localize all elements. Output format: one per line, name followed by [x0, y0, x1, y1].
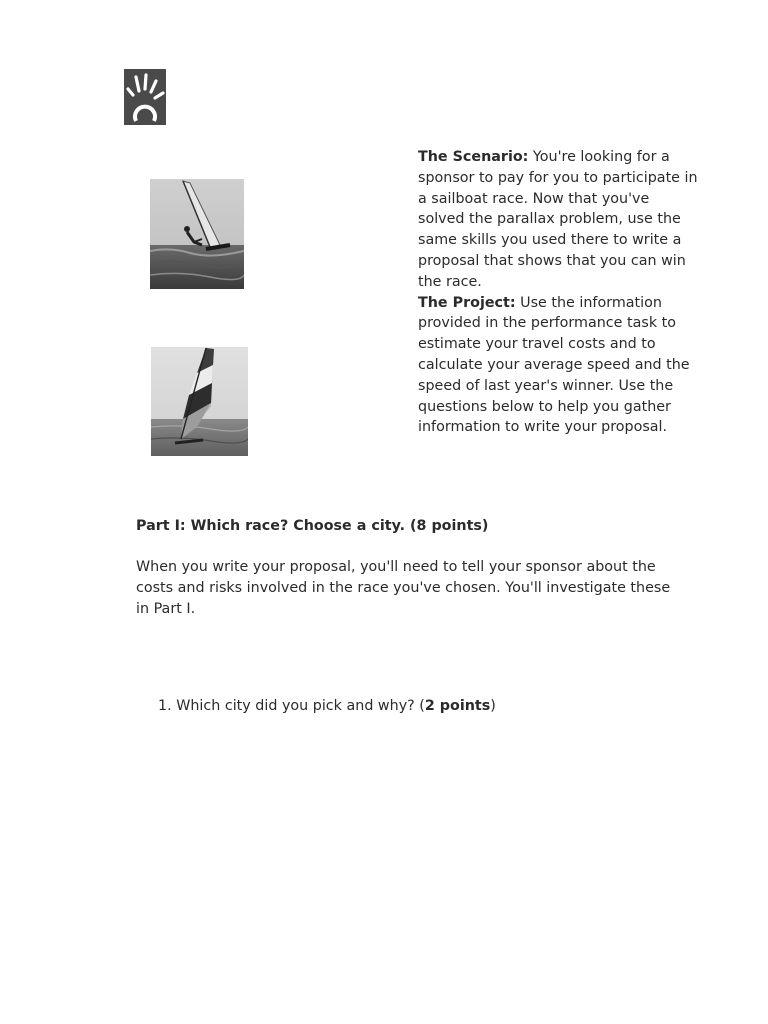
part-1-intro: When you write your proposal, you'll need to tell your sponsor about the costs and risks involved in the race you've chosen. You'll investigate these in Part I. [136, 559, 671, 617]
question-1 [158, 696, 698, 717]
sun-logo-icon [124, 69, 166, 125]
question-points: 2 points [424, 698, 491, 714]
scenario-text: You're looking for a sponsor to pay for you to participate in a sailboat race. Now that you've solved the parallax problem, use the same skills you used there to write a proposal that shows that you can win the race. [418, 149, 698, 290]
question-text: Which city did you pick and why? ( [176, 698, 425, 714]
project-label: The Project: [418, 294, 516, 311]
project-text: Use the information provided in the performance task to estimate your travel costs and to calculate your average speed and the speed of last year's winner. Use the questions below to help you gather information to write your proposal. [418, 294, 690, 436]
windsurfer-photo [150, 179, 244, 289]
part-1-heading: Part I: Which race? Choose a city. (8 points) [136, 518, 489, 534]
question-close: ) [490, 698, 496, 714]
project-paragraph [418, 293, 700, 439]
question-number: 1. [158, 698, 172, 714]
sailboard-photo [151, 347, 248, 456]
scenario-label: The Scenario: [418, 149, 529, 165]
scenario-paragraph [418, 147, 700, 293]
scenario-and-project-text [418, 147, 700, 438]
